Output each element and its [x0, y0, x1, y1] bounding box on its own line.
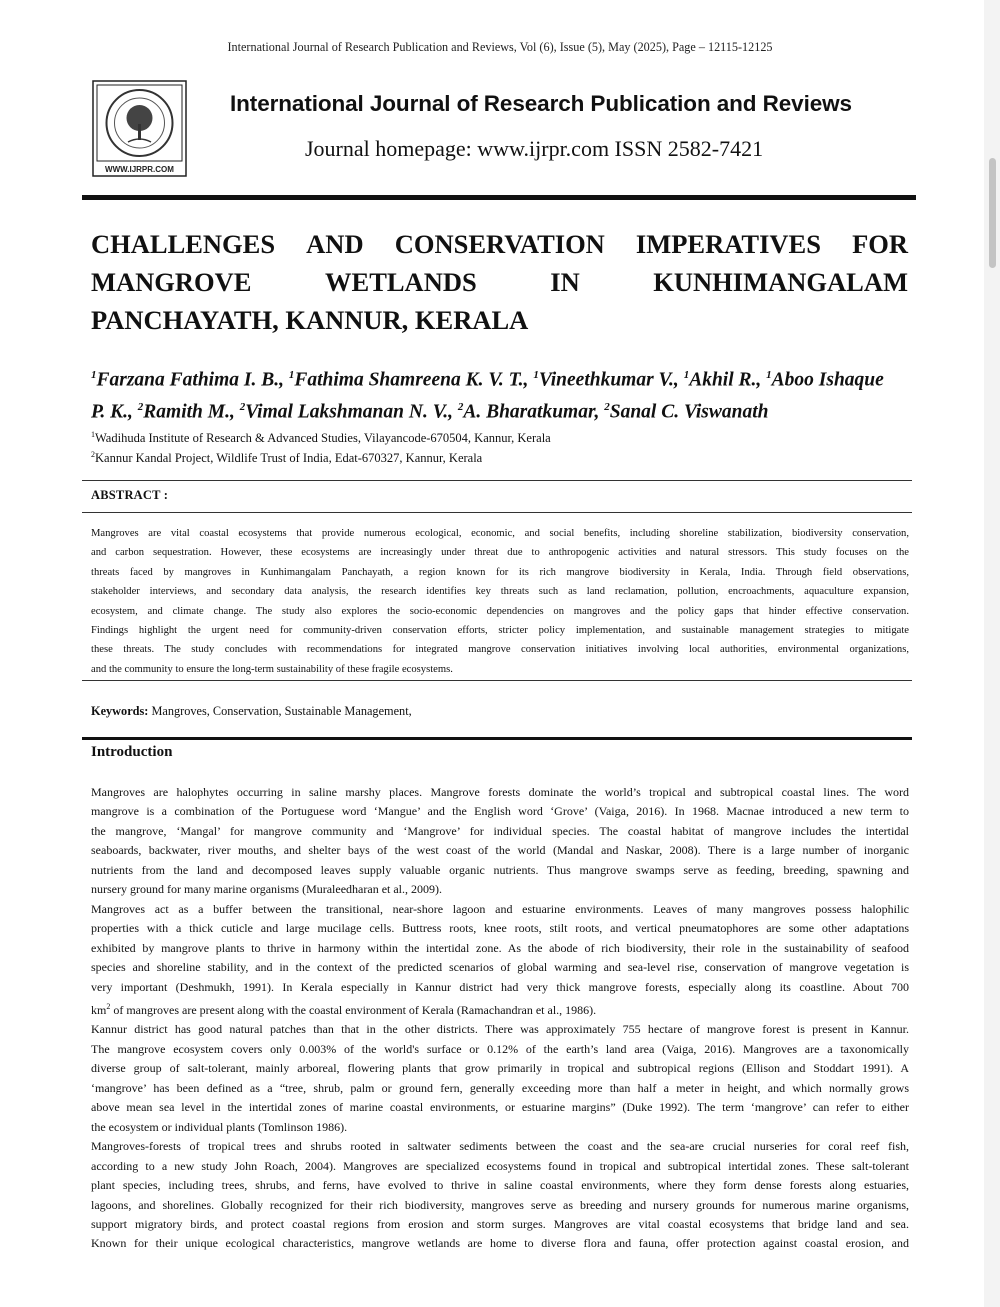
- author-affiliation-marker: 2: [239, 400, 246, 413]
- author-list: [91, 362, 921, 425]
- author-name: Vimal Lakshmanan N. V.,: [245, 401, 458, 422]
- affiliation-2: [91, 450, 482, 466]
- title-line: [91, 225, 908, 263]
- body-line: according to a new study John Roach, 2004). Mangroves are specialized ecosystems found in tropical and subtropical intertidal zones. These salt-tolerant: [91, 1158, 909, 1173]
- body-line: support migratory birds, and protect coastal regions from erosion and storm surges. Mangroves are vital coastal ecosystems that bridge land and sea.: [91, 1216, 909, 1231]
- title-word: IN: [550, 267, 580, 297]
- title-word: MANGROVE: [91, 267, 252, 297]
- body-line: The mangrove ecosystem covers only 0.003% of the world's surface or 0.12% of the earth’s land area (Vaiga, 2016). Mangroves are a taxonomically: [91, 1041, 909, 1056]
- abstract-line: threats faced by mangroves in Kunhimangalam Panchayath, a region known for its rich mangrove biodiversity in Kerala, India. Through field observations,: [91, 566, 909, 578]
- body-line: diverse group of salt-tolerant, mainly arboreal, flowering plants that grow primarily in tropical and subtropical regions (Ellison and Stoddart 1991). A: [91, 1061, 909, 1076]
- affiliation-2-text: Kannur Kandal Project, Wildlife Trust of India, Edat-670327, Kannur, Kerala: [95, 451, 483, 466]
- body-line: the mangrove, ‘Mangal’ for mangrove community and ‘Mangrove’ for individual species. The coastal habitat of mangrove includes the intertidal: [91, 823, 909, 838]
- author-name: Ramith M.,: [143, 401, 240, 422]
- title-word: IMPERATIVES: [635, 229, 821, 259]
- affiliation-1: [91, 430, 551, 446]
- superscript-two: 2: [106, 1001, 111, 1011]
- title-word: CHALLENGES: [91, 229, 276, 259]
- author-affiliation-marker: 1: [533, 369, 539, 381]
- paper-title: [91, 225, 908, 339]
- section-rule: [82, 737, 912, 740]
- abstract-top-rule: [82, 480, 912, 481]
- author-affiliation-marker: 1: [91, 369, 97, 381]
- author-affiliation-marker: 2: [137, 400, 144, 413]
- section-heading-introduction: Introduction: [91, 744, 173, 760]
- logo-text: WWW.IJRPR.COM: [105, 165, 174, 174]
- body-line: nutrients from the land and decomposed leaves supply valuable organic nutrients. Thus mangrove swamps serve as feeding, breeding, spawning and: [91, 862, 909, 877]
- journal-homepage: Journal homepage: www.ijrpr.com ISSN 2582-7421: [305, 136, 764, 161]
- abstract-label: ABSTRACT :: [91, 488, 169, 502]
- abstract-label-rule: [82, 512, 912, 513]
- author-affiliation-marker: 1: [766, 369, 772, 381]
- title-word: KUNHIMANGALAM: [653, 267, 908, 297]
- author-name: A. Bharatkumar,: [463, 401, 605, 422]
- affiliation-1-text: Wadihuda Institute of Research & Advanced Studies, Vilayancode-670504, Kannur, Kerala: [95, 431, 551, 446]
- author-affiliation-marker: 1: [288, 369, 295, 381]
- journal-logo: [92, 80, 187, 177]
- abstract-body: [91, 524, 909, 679]
- keywords-label: Keywords:: [91, 704, 149, 718]
- title-line: [91, 301, 908, 339]
- author-affiliation-marker: 1: [683, 369, 690, 381]
- abstract-line: these threats. The study concludes with recommendations for integrated mangrove conservation initiatives involving local authorities, environmental organizations,: [91, 644, 909, 656]
- body-line: seaboards, backwater, river mouths, and shelter bays of the west coast of the world (Mandal and Naskar, 2008). There is a large number of inorganic: [91, 843, 909, 858]
- abstract-bottom-rule: [82, 680, 912, 681]
- keywords: [91, 704, 412, 719]
- abstract-line: stakeholder interviews, and secondary data analysis, the research identifies key threats such as land reclamation, pollution, encroachments, aquaculture expansion,: [91, 586, 909, 598]
- author-affiliation-marker: 2: [457, 400, 464, 413]
- body-line: Mangroves-forests of tropical trees and shrubs rooted in saltwater sediments between the coast and the sea-are crucial nurseries for coral reef fish,: [91, 1139, 909, 1154]
- body-line: lagoons, and shorelines. Globally recognized for their rich biodiversity, mangroves serve as breeding and nursery grounds for numerous marine organisms,: [91, 1197, 909, 1212]
- running-header: International Journal of Research Publication and Reviews, Vol (6), Issue (5), May (2025), Page – 12115-12125: [227, 40, 773, 54]
- body-line: the ecosystem or individual plants (Tomlinson 1986).: [91, 1119, 348, 1134]
- abstract-line: ecosystem, and climate change. The study also explores the socio-economic dependencies on mangroves and the policy gaps that hinder effective conservation.: [91, 605, 909, 617]
- abstract-line: Findings highlight the urgent need for community-driven conservation efforts, stricter policy implementation, and sustainable management strategies to mitigate: [91, 625, 909, 637]
- body-line: $km^2$ of mangroves are present along with the coastal environment of Kerala (Ramachandran et al., 1986).: [91, 1001, 597, 1017]
- abstract-line: Mangroves are vital coastal ecosystems that provide numerous ecological, economic, and social benefits, including shoreline stabilization, biodiversity conservation,: [91, 528, 909, 539]
- author-name: Vineethkumar V.,: [538, 369, 684, 391]
- body-line: very important (Deshmukh, 1991). In Kerala especially in Kannur district had very thick mangrove forests, especially along its coastline. About 700: [91, 979, 909, 994]
- affiliation-2-marker: 2: [91, 450, 95, 459]
- author-name: Farzana Fathima I. B.,: [96, 369, 289, 391]
- body-line: Mangroves act as a buffer between the transitional, near-shore lagoon and estuarine environments. Leaves of many mangroves possess halophilic: [91, 901, 909, 916]
- scrollbar[interactable]: [984, 0, 1000, 1307]
- affiliation-1-marker: 1: [91, 430, 95, 439]
- body-line: above mean sea level in the intertidal zones of marine coastal environments, or estuarine margins” (Duke 1992). The term ‘mangrove’ can refer to either: [91, 1100, 909, 1115]
- body-line: ‘mangrove’ has been defined as a “tree, shrub, palm or ground fern, generally exceeding more than half a meter in height, and which normally grows: [91, 1080, 909, 1095]
- abstract-line: and carbon sequestration. However, these ecosystems are increasingly under threat due to anthropogenic activities and natural stressors. This study focuses on the: [91, 547, 909, 559]
- body-line: species and shoreline stability, and in the context of the predicted scenarios of global warming and sea-level rise, conservation of mangrove vegetation is: [91, 960, 909, 975]
- body-line: Mangroves are halophytes occurring in saline marshy places. Mangrove forests dominate the world’s tropical and subtropical coastal lines. The word: [91, 785, 909, 799]
- title-word: AND: [306, 229, 364, 259]
- title-word: CONSERVATION: [394, 229, 605, 259]
- body-line: Known for their unique ecological characteristics, mangrove wetlands are home to diverse flora and fauna, offer protection against coastal erosion, and: [91, 1236, 909, 1251]
- journal-name: International Journal of Research Publication and Reviews: [230, 91, 852, 116]
- title-word: WETLANDS: [325, 267, 477, 297]
- keywords-text: Mangroves, Conservation, Sustainable Management,: [148, 704, 412, 718]
- abstract-line: and the community to ensure the long-term sustainability of these fragile ecosystems.: [91, 663, 453, 675]
- body-line: plant species, including trees, shrubs, and ferns, have evolved to thrive in saline coastal environments, where they form dense forests along estuaries,: [91, 1178, 909, 1193]
- author-line: [91, 394, 921, 426]
- author-affiliation-marker: 2: [604, 400, 610, 413]
- author-name: Sanal C. Viswanath: [609, 401, 769, 422]
- author-name: Aboo Ishaque: [771, 369, 884, 391]
- body-line: nursery ground for many marine organisms (Muraleedharan et al., 2009).: [91, 882, 443, 897]
- title-word: PANCHAYATH, KANNUR, KERALA: [91, 305, 529, 335]
- author-line: [91, 362, 921, 394]
- title-line: [91, 263, 908, 301]
- introduction-body: [91, 783, 909, 1254]
- body-line: Kannur district has good natural patches than that in the other districts. There was approximately 755 hectare of mangrove forest is present in Kannur.: [91, 1022, 909, 1037]
- body-line: properties with a thick cuticle and large mucilage cells. Buttress roots, knee roots, stilt roots, and vertical pneumatophores are some other adaptations: [91, 921, 909, 936]
- header-rule: [82, 195, 916, 200]
- title-word: FOR: [852, 229, 908, 259]
- body-line: mangrove is a combination of the Portuguese word ‘Mangue’ and the English word ‘Grove’ (Vaiga, 2016). In 1968. Macnae introduced a new term to: [91, 804, 909, 819]
- author-name: P. K.,: [91, 401, 138, 422]
- scrollbar-thumb[interactable]: [989, 158, 996, 268]
- author-name: Fathima Shamreena K. V. T.,: [294, 369, 534, 391]
- body-line: exhibited by mangrove plants to thrive in harmony within the intertidal zone. As the abode of rich biodiversity, their role in the sustainability of seafood: [91, 940, 909, 955]
- author-name: Akhil R.,: [689, 369, 767, 391]
